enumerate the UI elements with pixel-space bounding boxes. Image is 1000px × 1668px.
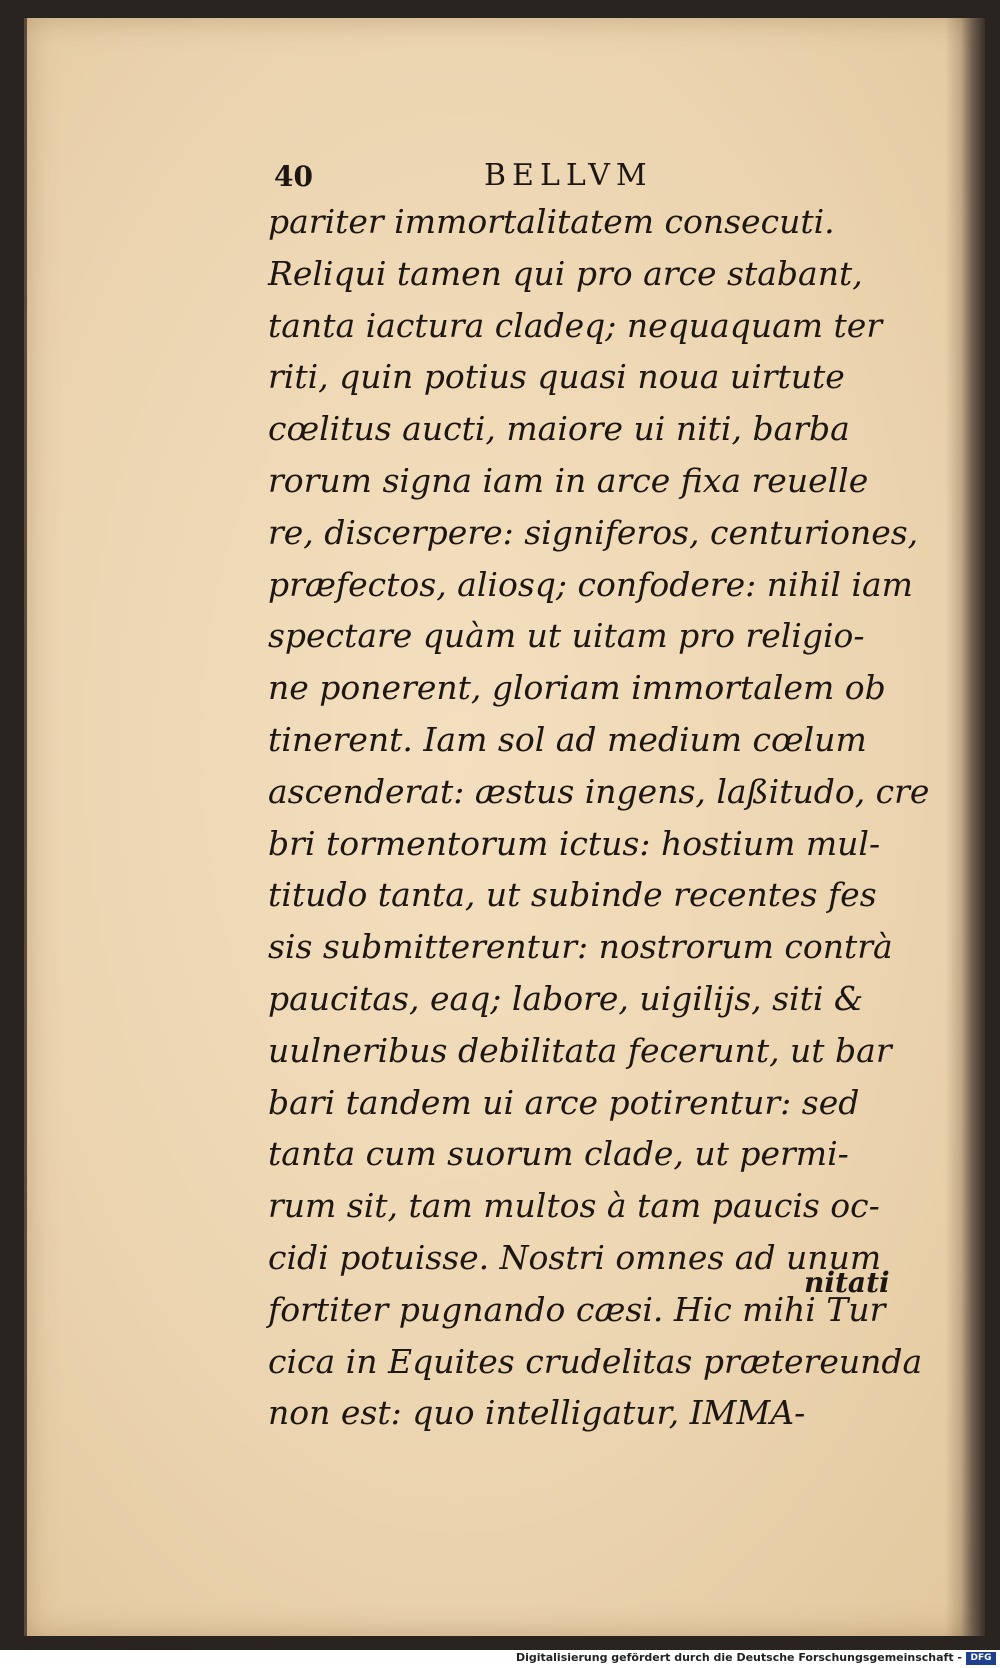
text-line: ne ponerent, gloriam immortalem ob — [268, 668, 886, 708]
text-line: præfectos, aliosq; confodere: nihil iam — [268, 564, 913, 604]
funding-credit: Digitalisierung gefördert durch die Deutsche Forschungsgemeinschaft - — [515, 1651, 962, 1664]
text-line: paucitas, eaq; labore, uigilijs, siti & — [268, 978, 864, 1018]
text-line: uulneribus debilitata fecerunt, ut bar — [268, 1030, 892, 1070]
text-line: pariter immortalitatem consecuti. — [268, 202, 835, 241]
text-line: non est: quo intelligatur, IMMA- — [268, 1393, 806, 1433]
page-edge-shadow — [945, 18, 985, 1636]
page-header — [274, 158, 914, 198]
text-line: fortiter pugnando cæsi. Hic mihi Tur — [268, 1289, 886, 1329]
dfg-logo: DFG — [966, 1652, 996, 1665]
body-text — [268, 196, 928, 1439]
text-line: riti, quin potius quasi noua uirtute — [268, 357, 845, 397]
text-line: spectare quàm ut uitam pro religio- — [268, 616, 865, 656]
text-line: tanta cum suorum clade, ut permi- — [268, 1134, 849, 1174]
text-line: ascenderat: æstus ingens, laßitudo, cre — [268, 771, 930, 811]
text-line: bri tormentorum ictus: hostium mul- — [268, 823, 881, 863]
text-line: sis submitterentur: nostrorum contrà — [268, 927, 893, 967]
page-number: 40 — [274, 160, 313, 193]
text-line: cidi potuisse. Nostri omnes ad unum — [268, 1237, 882, 1277]
footer-bar — [0, 1650, 1000, 1668]
text-line: titudo tanta, ut subinde recentes fes — [268, 875, 877, 915]
text-line: tanta iactura cladeq; nequaquam ter — [268, 305, 883, 345]
catchword: nitati — [804, 1266, 890, 1299]
text-line: rorum signa iam in arce fixa reuelle — [268, 460, 869, 500]
text-line: cœlitus aucti, maiore ui niti, barba — [268, 409, 850, 449]
text-line: Reliqui tamen qui pro arce stabant, — [268, 253, 863, 293]
text-line: re, discerpere: signiferos, centuriones, — [268, 512, 919, 552]
running-title: BELLVM — [484, 158, 653, 193]
text-line: cica in Equites crudelitas prætereunda — [268, 1341, 923, 1381]
text-line: rum sit, tam multos à tam paucis oc- — [268, 1186, 880, 1226]
text-line: tinerent. Iam sol ad medium cœlum — [268, 719, 867, 759]
text-line: bari tandem ui arce potirentur: sed — [268, 1082, 860, 1122]
